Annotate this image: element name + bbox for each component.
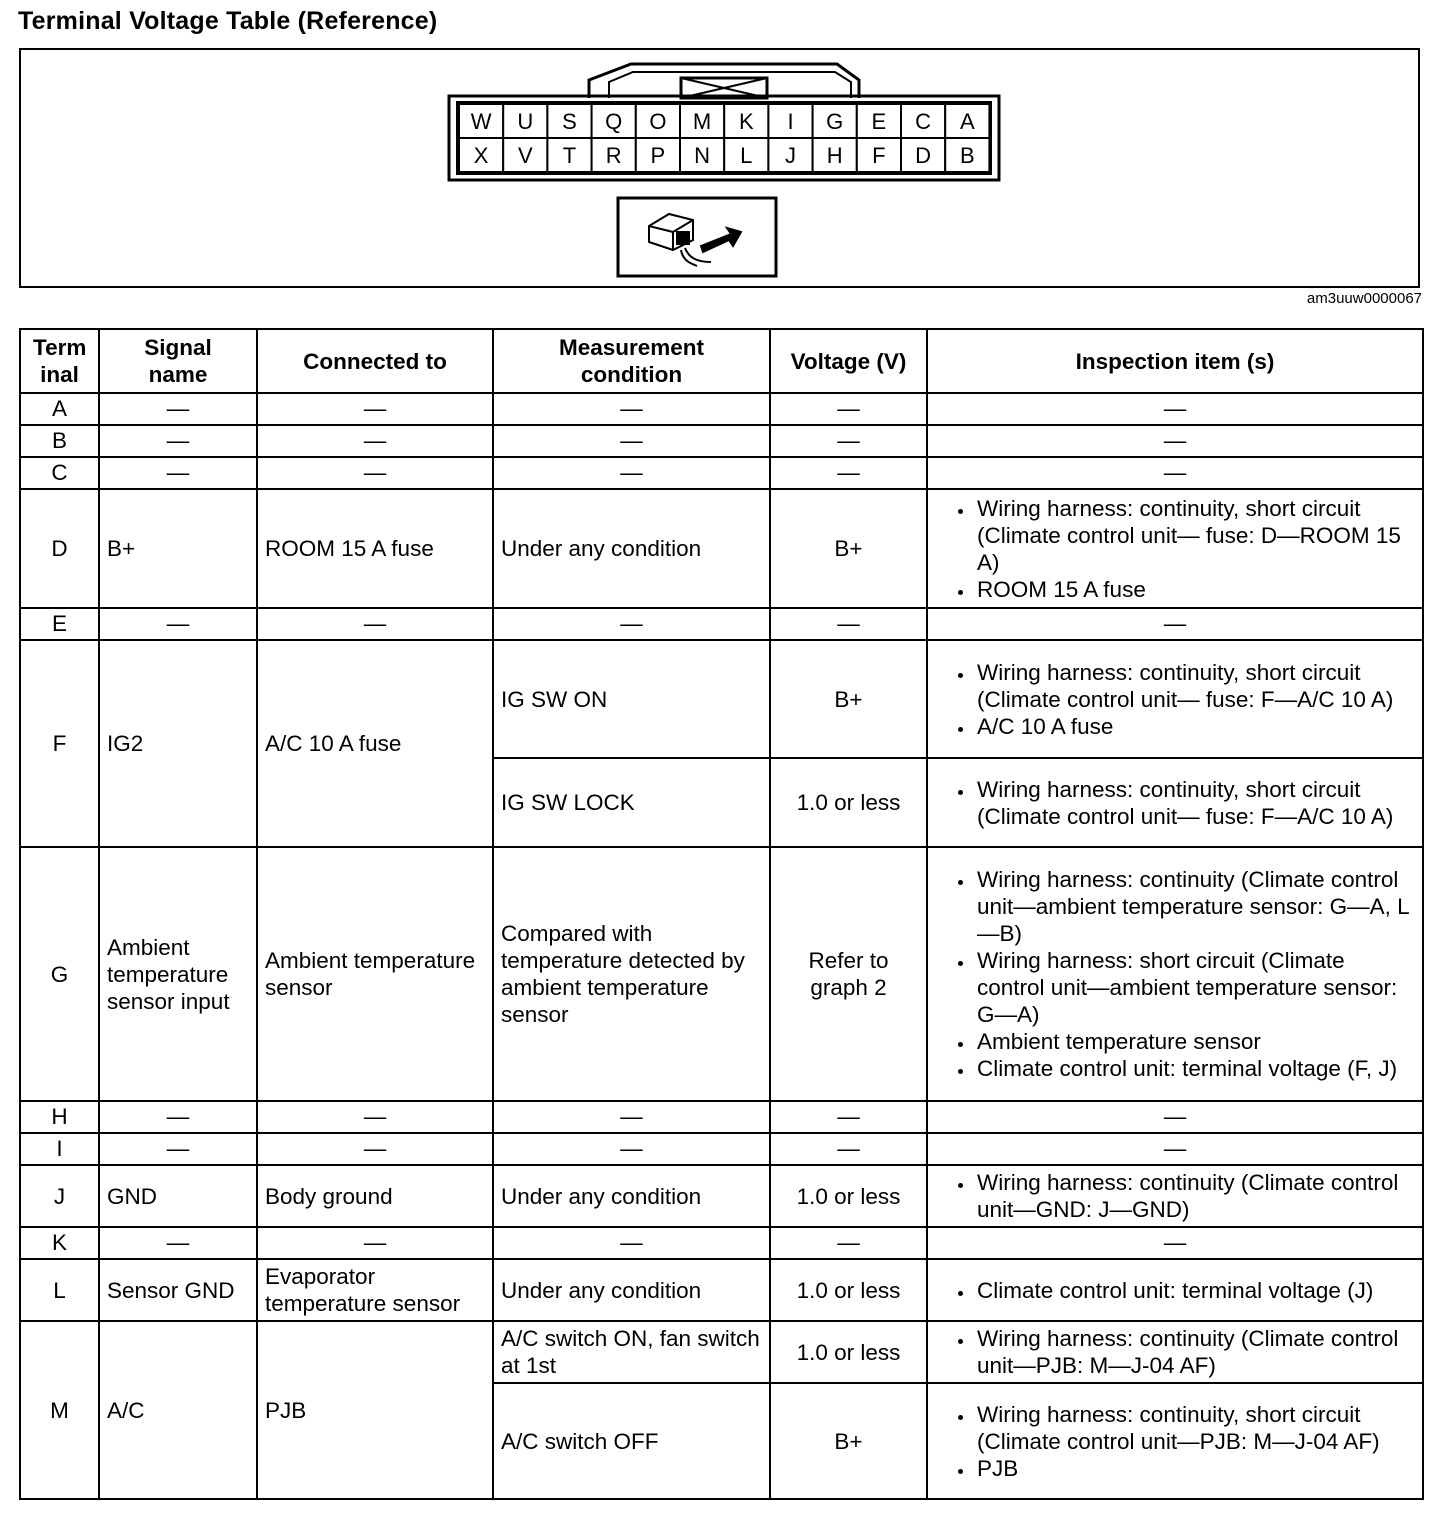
table-row (20, 1165, 1423, 1227)
voltage-cell: B+ (770, 640, 927, 758)
voltage-cell: B+ (770, 1383, 927, 1499)
table-row (20, 457, 1423, 489)
dash-cell: — (493, 1101, 770, 1133)
inspection-item: • Climate control unit: terminal voltage (F, J) (975, 1055, 1415, 1082)
dash-cell: — (257, 1133, 493, 1165)
inspection-item: • Wiring harness: continuity, short circuit (Climate control unit— fuse: F—A/C 10 A) (975, 776, 1415, 830)
dash-cell: — (770, 393, 927, 425)
connector-pin-label: R (605, 143, 622, 168)
dash-cell: — (927, 608, 1423, 640)
terminal-cell: G (20, 847, 99, 1101)
connector-pin-label: L (740, 143, 753, 168)
dash-cell: — (99, 457, 257, 489)
inspection-cell (927, 1383, 1423, 1499)
dash-cell: — (927, 1101, 1423, 1133)
dash-cell: — (927, 457, 1423, 489)
table-row (20, 1133, 1423, 1165)
table-row (20, 489, 1423, 608)
voltage-cell: Refer to graph 2 (770, 847, 927, 1101)
terminal-cell: K (20, 1227, 99, 1259)
condition-cell: IG SW LOCK (493, 758, 770, 847)
inspection-item: • Ambient temperature sensor (975, 1028, 1415, 1055)
connector-pin-label: I (787, 109, 794, 134)
table-row (20, 847, 1423, 1101)
connector-pin-label: X (473, 143, 489, 168)
terminal-cell: B (20, 425, 99, 457)
inspection-item: • Wiring harness: continuity, short circuit (Climate control unit—PJB: M—J-04 AF) (975, 1401, 1415, 1455)
table-row (20, 1259, 1423, 1321)
header-measurement-condition: Measurement condition (493, 329, 770, 393)
dash-cell: — (770, 608, 927, 640)
table-row (20, 393, 1423, 425)
dash-cell: — (257, 1227, 493, 1259)
connected-cell: Ambient temperature sensor (257, 847, 493, 1101)
inspection-item: • Wiring harness: short circuit (Climate control unit—ambient temperature sensor: G—A) (975, 947, 1415, 1028)
inspection-item: • Wiring harness: continuity, short circuit (Climate control unit— fuse: F—A/C 10 A) (975, 659, 1415, 713)
terminal-cell: L (20, 1259, 99, 1321)
signal-cell: B+ (99, 489, 257, 608)
inspection-item: • Wiring harness: continuity (Climate control unit—PJB: M—J-04 AF) (975, 1325, 1415, 1379)
terminal-cell: F (20, 640, 99, 847)
signal-cell: A/C (99, 1321, 257, 1499)
dash-cell: — (927, 1227, 1423, 1259)
terminal-voltage-table (19, 328, 1424, 1500)
dash-cell: — (99, 1227, 257, 1259)
signal-cell: Sensor GND (99, 1259, 257, 1321)
connector-pin-label: V (517, 143, 533, 168)
inspection-cell (927, 847, 1423, 1101)
header-voltage: Voltage (V) (770, 329, 927, 393)
dash-cell: — (257, 393, 493, 425)
dash-cell: — (257, 608, 493, 640)
table-row (20, 1227, 1423, 1259)
dash-cell: — (493, 393, 770, 425)
dash-cell: — (99, 1101, 257, 1133)
terminal-cell: E (20, 608, 99, 640)
connected-cell: Body ground (257, 1165, 493, 1227)
connector-pin-label: J (785, 143, 796, 168)
dash-cell: — (99, 425, 257, 457)
terminal-cell: H (20, 1101, 99, 1133)
dash-cell: — (257, 1101, 493, 1133)
connector-diagram (19, 48, 1420, 288)
connector-pin-label: M (692, 109, 712, 134)
inspection-item: • Climate control unit: terminal voltage (J) (975, 1277, 1415, 1304)
inspection-cell (927, 489, 1423, 608)
inspection-item: • ROOM 15 A fuse (975, 576, 1415, 603)
terminal-cell: J (20, 1165, 99, 1227)
condition-cell: Under any condition (493, 489, 770, 608)
signal-cell: Ambient temperature sensor input (99, 847, 257, 1101)
voltage-cell: 1.0 or less (770, 1165, 927, 1227)
condition-cell: Under any condition (493, 1165, 770, 1227)
connector-pin-label: H (826, 143, 843, 168)
terminal-cell: A (20, 393, 99, 425)
connected-cell: Evaporator temperature sensor (257, 1259, 493, 1321)
condition-cell: Under any condition (493, 1259, 770, 1321)
connector-pin-label: W (470, 109, 492, 134)
connector-svg (21, 50, 1422, 290)
dash-cell: — (927, 425, 1423, 457)
table-row (20, 608, 1423, 640)
connector-pin-label: O (649, 109, 667, 134)
signal-cell: IG2 (99, 640, 257, 847)
dash-cell: — (257, 457, 493, 489)
connector-pin-label: B (959, 143, 975, 168)
connector-pin-grid (459, 104, 989, 172)
inspection-item: • Wiring harness: continuity (Climate control unit—ambient temperature sensor: G—A, L—B) (975, 866, 1415, 947)
inspection-item: • Wiring harness: continuity, short circuit (Climate control unit— fuse: D—ROOM 15 A) (975, 495, 1415, 576)
signal-cell: GND (99, 1165, 257, 1227)
page-title: Terminal Voltage Table (Reference) (18, 7, 438, 35)
dash-cell: — (493, 457, 770, 489)
connector-pin-label: G (826, 109, 844, 134)
dash-cell: — (770, 457, 927, 489)
dash-cell: — (99, 393, 257, 425)
inspection-cell (927, 1165, 1423, 1227)
inspection-item: • PJB (975, 1455, 1415, 1482)
condition-cell: Compared with temperature detected by ambient temperature sensor (493, 847, 770, 1101)
connector-pin-label: A (959, 109, 975, 134)
dash-cell: — (493, 425, 770, 457)
connector-pin-label: F (872, 143, 886, 168)
dash-cell: — (770, 1101, 927, 1133)
terminal-cell: D (20, 489, 99, 608)
connector-pin-label: K (738, 109, 754, 134)
table-row (20, 425, 1423, 457)
voltage-cell: 1.0 or less (770, 1321, 927, 1383)
dash-cell: — (927, 393, 1423, 425)
dash-cell: — (770, 1227, 927, 1259)
terminal-cell: M (20, 1321, 99, 1499)
dash-cell: — (927, 1133, 1423, 1165)
inspection-item: • A/C 10 A fuse (975, 713, 1415, 740)
header-inspection-items: Inspection item (s) (927, 329, 1423, 393)
condition-cell: IG SW ON (493, 640, 770, 758)
connector-pin-label: E (871, 109, 887, 134)
dash-cell: — (99, 1133, 257, 1165)
table-row (20, 640, 1423, 758)
dash-cell: — (493, 1227, 770, 1259)
terminal-cell: I (20, 1133, 99, 1165)
header-connected-to: Connected to (257, 329, 493, 393)
dash-cell: — (99, 608, 257, 640)
connector-pin-label: D (915, 143, 932, 168)
connector-pin-label: N (694, 143, 711, 168)
connector-pin-label: Q (605, 109, 623, 134)
connected-cell: A/C 10 A fuse (257, 640, 493, 847)
inspection-cell (927, 640, 1423, 758)
connector-pin-label: U (517, 109, 534, 134)
voltage-cell: 1.0 or less (770, 758, 927, 847)
terminal-cell: C (20, 457, 99, 489)
connector-pin-label: S (562, 109, 577, 134)
dash-cell: — (493, 1133, 770, 1165)
table-row (20, 1321, 1423, 1383)
dash-cell: — (257, 425, 493, 457)
header-row (20, 329, 1423, 393)
connector-pin-label: C (915, 109, 932, 134)
connected-cell: PJB (257, 1321, 493, 1499)
dash-cell: — (770, 425, 927, 457)
table-row (20, 1101, 1423, 1133)
voltage-cell: B+ (770, 489, 927, 608)
header-terminal: Term inal (20, 329, 99, 393)
connected-cell: ROOM 15 A fuse (257, 489, 493, 608)
inspection-item: • Wiring harness: continuity (Climate control unit—GND: J—GND) (975, 1169, 1415, 1223)
header-signal-name: Signal name (99, 329, 257, 393)
connector-pin-label: T (562, 143, 577, 168)
dash-cell: — (493, 608, 770, 640)
condition-cell: A/C switch OFF (493, 1383, 770, 1499)
inspection-cell (927, 758, 1423, 847)
condition-cell: A/C switch ON, fan switch at 1st (493, 1321, 770, 1383)
connector-pin-label: P (650, 143, 666, 168)
inspection-cell (927, 1321, 1423, 1383)
dash-cell: — (770, 1133, 927, 1165)
voltage-cell: 1.0 or less (770, 1259, 927, 1321)
inspection-cell (927, 1259, 1423, 1321)
figure-id: am3uuw0000067 (1306, 290, 1422, 307)
